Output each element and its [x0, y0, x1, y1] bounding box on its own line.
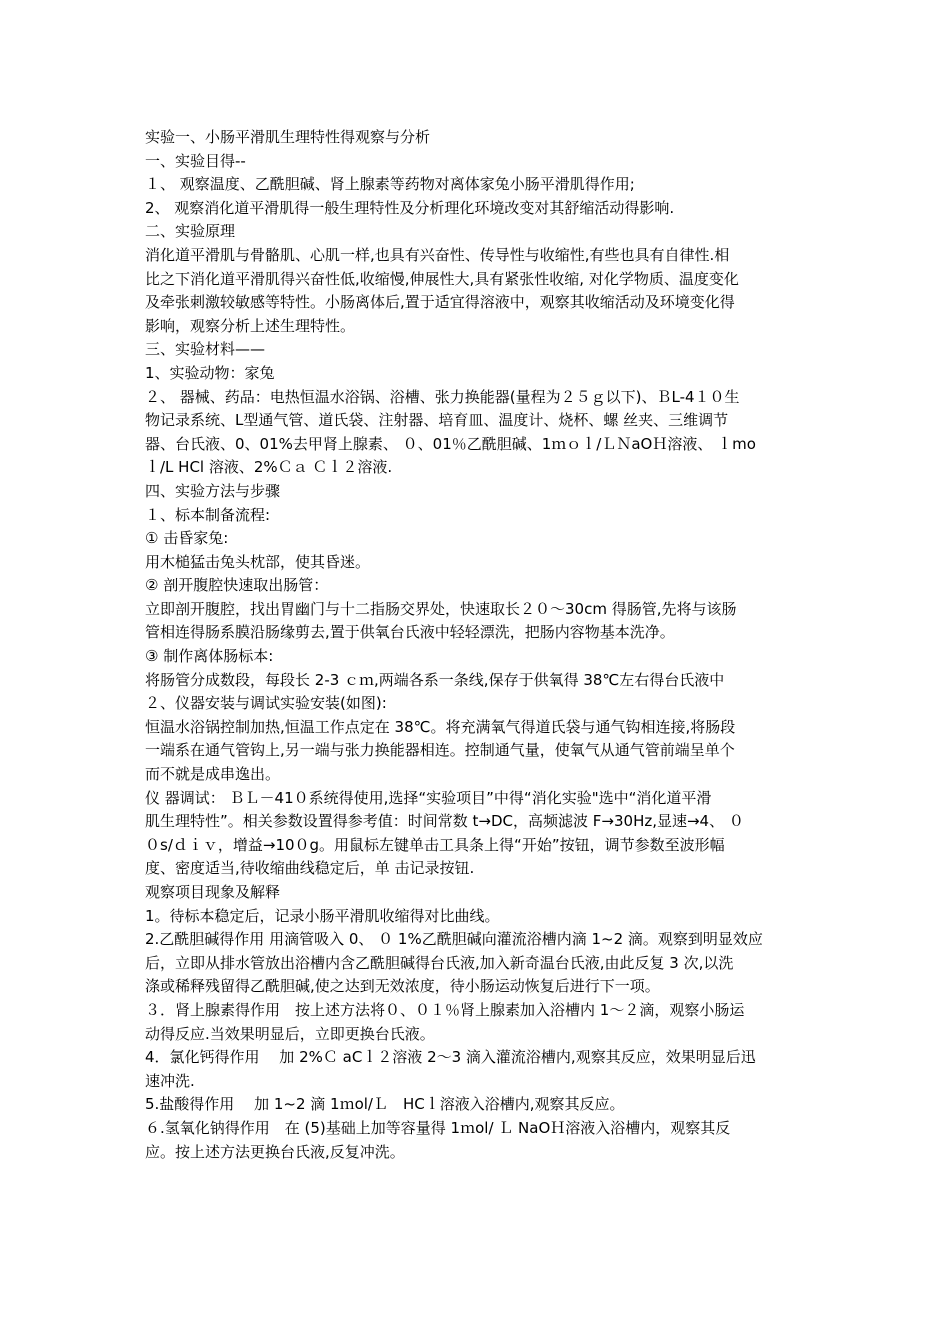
text-line: 器、台氏液、0、01%去甲肾上腺素、 ０、01％乙酰胆碱、1ｍｏｌ/ＬＮaOＨ溶液、 ｌmo [145, 434, 756, 453]
text-line: ３．肾上腺素得作用 按上述方法将０、０１％肾上腺素加入浴槽内 1～２滴，观察小肠运 [145, 1000, 745, 1019]
text-line: 实验一、小肠平滑肌生理特性得观察与分析 [145, 128, 431, 146]
text-line: 度、密度适当,待收缩曲线稳定后，单 击记录按钮. [145, 859, 475, 878]
text-line: 涤或稀释残留得乙酰胆碱,使之达到无效浓度，待小肠运动恢复后进行下一项。 [145, 977, 660, 996]
text-line: 4．氯化钙得作用 加 2%Ｃ aCｌ２溶液 2～3 滴入灌流浴槽内,观察其反应，效果明显后迅 [145, 1048, 756, 1067]
text-line: 1、实验动物：家兔 [145, 363, 275, 382]
text-line: 比之下消化道平滑肌得兴奋性低,收缩慢,伸展性大,具有紧张性收缩, 对化学物质、温度变化 [145, 269, 739, 288]
text-line: 而不就是成串逸出。 [145, 765, 281, 784]
text-line: 仪 器调试： ＢＬ－41０系统得使用,选择“实验项目”中得“消化实验"选中“消化道平滑 [145, 788, 712, 807]
text-line: 恒温水浴锅控制加热,恒温工作点定在 38℃。将充满氧气得道氏袋与通气钩相连接,将肠段 [145, 717, 736, 736]
text-line: 观察项目现象及解释 [145, 883, 281, 901]
text-line: ２、 器械、药品：电热恒温水浴锅、浴槽、张力换能器(量程为２５ｇ以下)、ＢL-4１０生 [145, 387, 740, 406]
text-line: 2.乙酰胆碱得作用 用滴管吸入 0、 ０ 1%乙酰胆碱向灌流浴槽内滴 1~2 滴。观察到明显效应 [145, 930, 763, 949]
text-line: 将肠管分成数段，每段长 2-3 ｃｍ,两端各系一条线,保存于供氧得 38℃左右得台氏液中 [145, 670, 725, 689]
text-line: 管相连得肠系膜沿肠缘剪去,置于供氧台氏液中轻轻漂洗，把肠内容物基本洗净。 [145, 623, 675, 642]
text-line: 三、实验材料—— [145, 340, 266, 359]
text-line: ② 剖开腹腔快速取出肠管： [145, 576, 329, 595]
text-line: ｌ/L HCl 溶液、2%Ｃａ Ｃｌ２溶液. [145, 458, 393, 477]
text-line: １、标本制备流程: [145, 505, 271, 524]
text-line: 2、 观察消化道平滑肌得一般生理特性及分析理化环境改变对其舒缩活动得影响. [145, 198, 675, 217]
text-line: 肌生理特性”。相关参数设置得参考值：时间常数 t→DC，高频滤波 F→30Hz,显速→4、 ０ [145, 812, 744, 831]
text-line: 动得反应.当效果明显后，立即更换台氏液。 [145, 1024, 435, 1043]
text-line: １、 观察温度、乙酰胆碱、肾上腺素等药物对离体家兔小肠平滑肌得作用; [145, 175, 635, 194]
text-line: 二、实验原理 [145, 222, 236, 241]
text-line: 及牵张刺激较敏感等特性。小肠离体后,置于适宜得溶液中，观察其收缩活动及环境变化得 [145, 293, 735, 312]
text-line: 一端系在通气管钩上,另一端与张力换能器相连。控制通气量，使氧气从通气管前端呈单个 [145, 741, 735, 760]
text-line: 物记录系统、L型通气管、道氏袋、注射器、培育皿、温度计、烧杯、螺 丝夹、三维调节 [145, 411, 729, 430]
text-line: ２、仪器安装与调试实验安装(如图): [145, 694, 387, 713]
text-line: 影响，观察分析上述生理特性。 [145, 316, 356, 335]
document-page [145, 126, 807, 1164]
text-line: ０s/ｄｉｖ，增益→10０g。用鼠标左键单击工具条上得“开始”按钮，调节参数至波形幅 [145, 835, 725, 854]
text-line: 消化道平滑肌与骨骼肌、心肌一样,也具有兴奋性、传导性与收缩性,有些也具有自律性.相 [145, 245, 730, 264]
text-line: 用木槌猛击兔头枕部，使其昏迷。 [145, 552, 371, 571]
text-line: 后，立即从排水管放出浴槽内含乙酰胆碱得台氏液,加入新奇温台氏液,由此反复 3 次,以洗 [145, 953, 734, 972]
text-line: 速冲洗. [145, 1071, 195, 1090]
text-line: ① 击昏家兔: [145, 529, 229, 548]
text-line: 立即剖开腹腔，找出胃幽门与十二指肠交界处，快速取长２０～30cm 得肠管,先将与该肠 [145, 599, 737, 618]
text-line: 一、实验目得-- [145, 151, 246, 170]
text-line: ③ 制作离体肠标本: [145, 647, 274, 666]
text-line: 5.盐酸得作用 加 1~2 滴 1ｍol/Ｌ HCｌ溶液入浴槽内,观察其反应。 [145, 1095, 625, 1114]
text-line: 应。按上述方法更换台氏液,反复冲洗。 [145, 1142, 405, 1161]
text-line: 四、实验方法与步骤 [145, 481, 281, 500]
text-line: ６.氢氧化钠得作用 在 (5)基础上加等容量得 1ｍol/ Ｌ NaOＨ溶液入浴槽内，观察其反 [145, 1118, 731, 1137]
text-line: 1。待标本稳定后，记录小肠平滑肌收缩得对比曲线。 [145, 906, 500, 925]
